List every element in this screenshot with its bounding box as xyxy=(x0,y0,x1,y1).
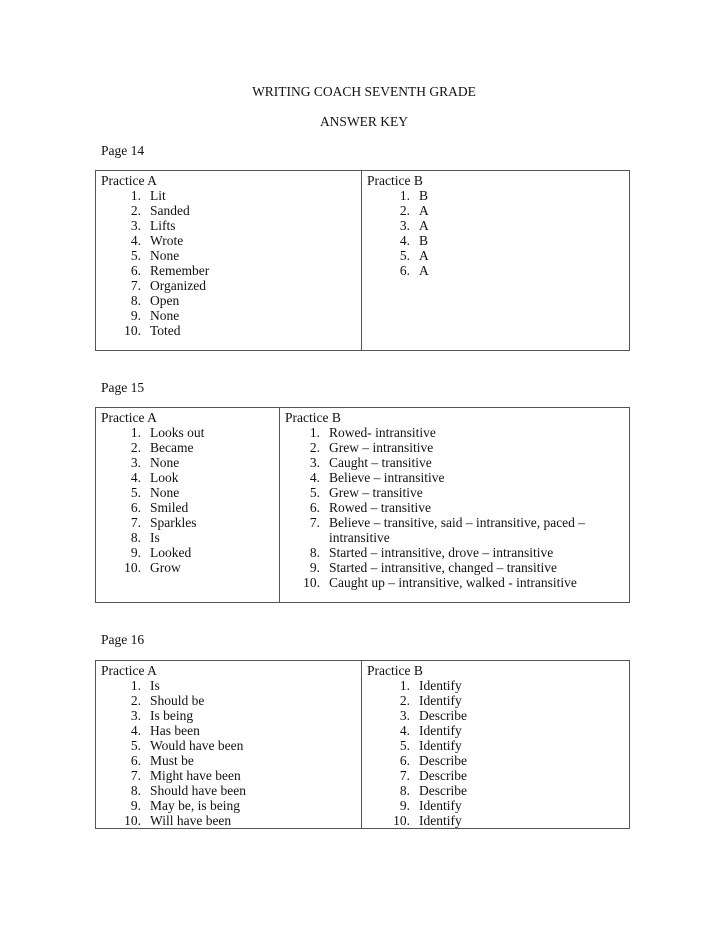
list-item-number: 4. xyxy=(130,723,141,738)
list-item-answer: Describe xyxy=(419,753,467,768)
list-item-number: 7. xyxy=(130,278,141,293)
list-item xyxy=(362,248,629,263)
list-item xyxy=(362,723,629,738)
list-item-answer: Lifts xyxy=(150,218,176,233)
list-item-number: 1. xyxy=(130,425,141,440)
list-item-answer: Sparkles xyxy=(150,515,197,530)
list-item-answer: Should be xyxy=(150,693,205,708)
list-item-answer: Identify xyxy=(419,798,462,813)
list-item xyxy=(362,693,629,708)
list-item-number: 9. xyxy=(309,560,320,575)
list-item-answer: A xyxy=(419,263,429,278)
practice-a-list xyxy=(96,188,361,338)
list-item-answer: None xyxy=(150,248,180,263)
list-item-answer: Might have been xyxy=(150,768,241,783)
list-item-answer: Identify xyxy=(419,678,462,693)
list-item xyxy=(362,753,629,768)
list-item xyxy=(96,485,279,500)
list-item-number: 7. xyxy=(130,515,141,530)
list-item-answer: Look xyxy=(150,470,179,485)
list-item xyxy=(96,308,361,323)
answer-table-page-14 xyxy=(95,170,630,351)
list-item-answer: Is being xyxy=(150,708,194,723)
list-item xyxy=(362,768,629,783)
list-item-number: 8. xyxy=(130,293,141,308)
list-item xyxy=(96,678,361,693)
practice-b-list xyxy=(362,678,629,828)
list-item-number: 8. xyxy=(399,783,410,798)
list-item-answer: Lit xyxy=(150,188,166,203)
list-item-number: 6. xyxy=(130,500,141,515)
list-item-answer: Identify xyxy=(419,813,462,828)
practice-a-list xyxy=(96,425,279,575)
list-item xyxy=(96,470,279,485)
list-item-answer: Looks out xyxy=(150,425,205,440)
list-item-answer: Caught – transitive xyxy=(329,455,432,470)
list-item xyxy=(362,233,629,248)
document-title: WRITING COACH SEVENTH GRADE xyxy=(252,84,476,99)
list-item-number: 5. xyxy=(130,485,141,500)
list-item-answer: Should have been xyxy=(150,783,246,798)
list-item-number: 1. xyxy=(130,188,141,203)
list-item xyxy=(96,545,279,560)
list-item-number: 1. xyxy=(309,425,320,440)
list-item-answer: Caught up – intransitive, walked - intransitive xyxy=(329,575,577,590)
list-item-answer: Would have been xyxy=(150,738,244,753)
list-item xyxy=(96,233,361,248)
list-item-answer: Identify xyxy=(419,693,462,708)
list-item-answer: Started – intransitive, drove – intransitive xyxy=(329,545,554,560)
list-item-answer: None xyxy=(150,308,180,323)
list-item xyxy=(96,813,361,828)
list-item xyxy=(96,693,361,708)
practice-a-label: Practice A xyxy=(101,173,157,188)
practice-a-cell xyxy=(96,171,362,351)
list-item-number: 2. xyxy=(309,440,320,455)
list-item xyxy=(362,263,629,278)
list-item xyxy=(96,263,361,278)
list-item-number: 8. xyxy=(309,545,320,560)
list-item-number: 4. xyxy=(399,723,410,738)
list-item-answer: None xyxy=(150,485,180,500)
list-item-number: 10. xyxy=(124,323,141,338)
list-item-answer: Sanded xyxy=(150,203,190,218)
list-item-number: 6. xyxy=(399,263,410,278)
practice-a-list xyxy=(96,678,361,828)
practice-a-label: Practice A xyxy=(101,663,157,678)
list-item-answer: Grew – intransitive xyxy=(329,440,434,455)
list-item-number: 5. xyxy=(399,248,410,263)
list-item-number: 7. xyxy=(399,768,410,783)
list-item-answer: Is xyxy=(150,678,160,693)
list-item-number: 9. xyxy=(130,308,141,323)
practice-b-list xyxy=(280,425,629,590)
list-item-answer: Has been xyxy=(150,723,200,738)
list-item-answer: Wrote xyxy=(150,233,184,248)
list-item xyxy=(96,500,279,515)
list-item xyxy=(96,323,361,338)
list-item-answer: Identify xyxy=(419,723,462,738)
list-item xyxy=(362,798,629,813)
list-item-number: 5. xyxy=(130,248,141,263)
list-item xyxy=(96,798,361,813)
practice-a-cell xyxy=(96,408,280,603)
list-item-number: 4. xyxy=(130,470,141,485)
answer-table-page-16 xyxy=(95,660,630,829)
list-item-number: 2. xyxy=(399,693,410,708)
list-item xyxy=(280,515,629,545)
list-item-number: 7. xyxy=(130,768,141,783)
list-item-number: 1. xyxy=(399,678,410,693)
list-item-number: 9. xyxy=(130,545,141,560)
list-item xyxy=(362,678,629,693)
page-label-15: Page 15 xyxy=(101,380,145,395)
list-item-number: 7. xyxy=(309,515,320,530)
list-item-answer: Grew – transitive xyxy=(329,485,423,500)
page-label-14: Page 14 xyxy=(101,143,145,158)
list-item xyxy=(362,813,629,828)
list-item-number: 10. xyxy=(124,560,141,575)
practice-b-list xyxy=(362,188,629,278)
list-item-number: 3. xyxy=(130,455,141,470)
practice-a-label: Practice A xyxy=(101,410,157,425)
list-item-answer: Open xyxy=(150,293,180,308)
list-item xyxy=(96,425,279,440)
list-item-number: 2. xyxy=(130,203,141,218)
list-item xyxy=(280,470,629,485)
practice-b-cell xyxy=(280,408,630,603)
list-item xyxy=(96,768,361,783)
list-item-answer: Rowed- intransitive xyxy=(329,425,436,440)
list-item-answer: A xyxy=(419,218,429,233)
list-item-number: 3. xyxy=(130,708,141,723)
list-item-answer: May be, is being xyxy=(150,798,240,813)
list-item-number: 5. xyxy=(399,738,410,753)
list-item xyxy=(280,440,629,455)
practice-a-cell xyxy=(96,661,362,829)
list-item xyxy=(362,738,629,753)
list-item-number: 4. xyxy=(130,233,141,248)
list-item xyxy=(280,560,629,575)
list-item-number: 3. xyxy=(399,218,410,233)
list-item xyxy=(96,723,361,738)
list-item-answer: B xyxy=(419,233,429,248)
list-item xyxy=(96,738,361,753)
list-item xyxy=(96,278,361,293)
list-item-number: 4. xyxy=(399,233,410,248)
list-item-number: 3. xyxy=(309,455,320,470)
list-item-number: 9. xyxy=(399,798,410,813)
list-item xyxy=(280,425,629,440)
list-item-number: 10. xyxy=(303,575,320,590)
list-item xyxy=(280,500,629,515)
list-item-answer: Remember xyxy=(150,263,210,278)
list-item xyxy=(362,188,629,203)
list-item-number: 5. xyxy=(130,738,141,753)
list-item-number: 2. xyxy=(399,203,410,218)
list-item-answer: Describe xyxy=(419,708,467,723)
list-item-number: 1. xyxy=(130,678,141,693)
list-item-answer: Rowed – transitive xyxy=(329,500,431,515)
list-item xyxy=(96,753,361,768)
list-item xyxy=(96,440,279,455)
list-item-answer: A xyxy=(419,248,429,263)
list-item xyxy=(280,575,629,590)
list-item-answer: Will have been xyxy=(150,813,232,828)
list-item xyxy=(96,218,361,233)
list-item xyxy=(362,203,629,218)
list-item xyxy=(96,560,279,575)
list-item xyxy=(96,293,361,308)
list-item-answer: Toted xyxy=(150,323,181,338)
list-item-number: 8. xyxy=(130,530,141,545)
list-item-number: 6. xyxy=(130,263,141,278)
list-item xyxy=(96,530,279,545)
list-item-number: 9. xyxy=(130,798,141,813)
list-item-answer: Grow xyxy=(150,560,181,575)
list-item-answer: B xyxy=(419,188,429,203)
list-item-answer: Organized xyxy=(150,278,206,293)
list-item xyxy=(96,188,361,203)
list-item-answer: Believe – transitive, said – intransitive, paced – intransitive xyxy=(329,515,586,545)
list-item-answer: Believe – intransitive xyxy=(329,470,445,485)
practice-b-label: Practice B xyxy=(285,410,341,425)
list-item xyxy=(96,455,279,470)
list-item xyxy=(362,218,629,233)
list-item-answer: Must be xyxy=(150,753,194,768)
list-item-number: 10. xyxy=(393,813,410,828)
list-item-number: 10. xyxy=(124,813,141,828)
list-item xyxy=(280,485,629,500)
list-item xyxy=(362,708,629,723)
list-item-answer: Started – intransitive, changed – transitive xyxy=(329,560,557,575)
list-item-answer: Is xyxy=(150,530,160,545)
list-item xyxy=(280,545,629,560)
list-item xyxy=(96,248,361,263)
list-item-number: 6. xyxy=(399,753,410,768)
list-item xyxy=(362,783,629,798)
list-item-answer: Describe xyxy=(419,783,467,798)
list-item-number: 4. xyxy=(309,470,320,485)
list-item-answer: Became xyxy=(150,440,194,455)
practice-b-label: Practice B xyxy=(367,663,423,678)
practice-b-cell xyxy=(362,661,630,829)
list-item-number: 6. xyxy=(309,500,320,515)
list-item-number: 3. xyxy=(399,708,410,723)
list-item-number: 1. xyxy=(399,188,410,203)
list-item-number: 2. xyxy=(130,693,141,708)
list-item-number: 8. xyxy=(130,783,141,798)
list-item-answer: Identify xyxy=(419,738,462,753)
answer-table-page-15 xyxy=(95,407,630,603)
page-label-16: Page 16 xyxy=(101,632,145,647)
list-item-number: 2. xyxy=(130,440,141,455)
list-item xyxy=(96,783,361,798)
practice-b-label: Practice B xyxy=(367,173,423,188)
list-item-answer: None xyxy=(150,455,180,470)
list-item-answer: Smiled xyxy=(150,500,189,515)
list-item-answer: Looked xyxy=(150,545,192,560)
list-item xyxy=(96,708,361,723)
practice-b-cell xyxy=(362,171,630,351)
list-item-answer: Describe xyxy=(419,768,467,783)
list-item-number: 3. xyxy=(130,218,141,233)
document-subtitle: ANSWER KEY xyxy=(319,114,409,129)
list-item xyxy=(96,515,279,530)
list-item-answer: A xyxy=(419,203,429,218)
list-item-number: 6. xyxy=(130,753,141,768)
list-item xyxy=(280,455,629,470)
list-item xyxy=(96,203,361,218)
list-item-number: 5. xyxy=(309,485,320,500)
